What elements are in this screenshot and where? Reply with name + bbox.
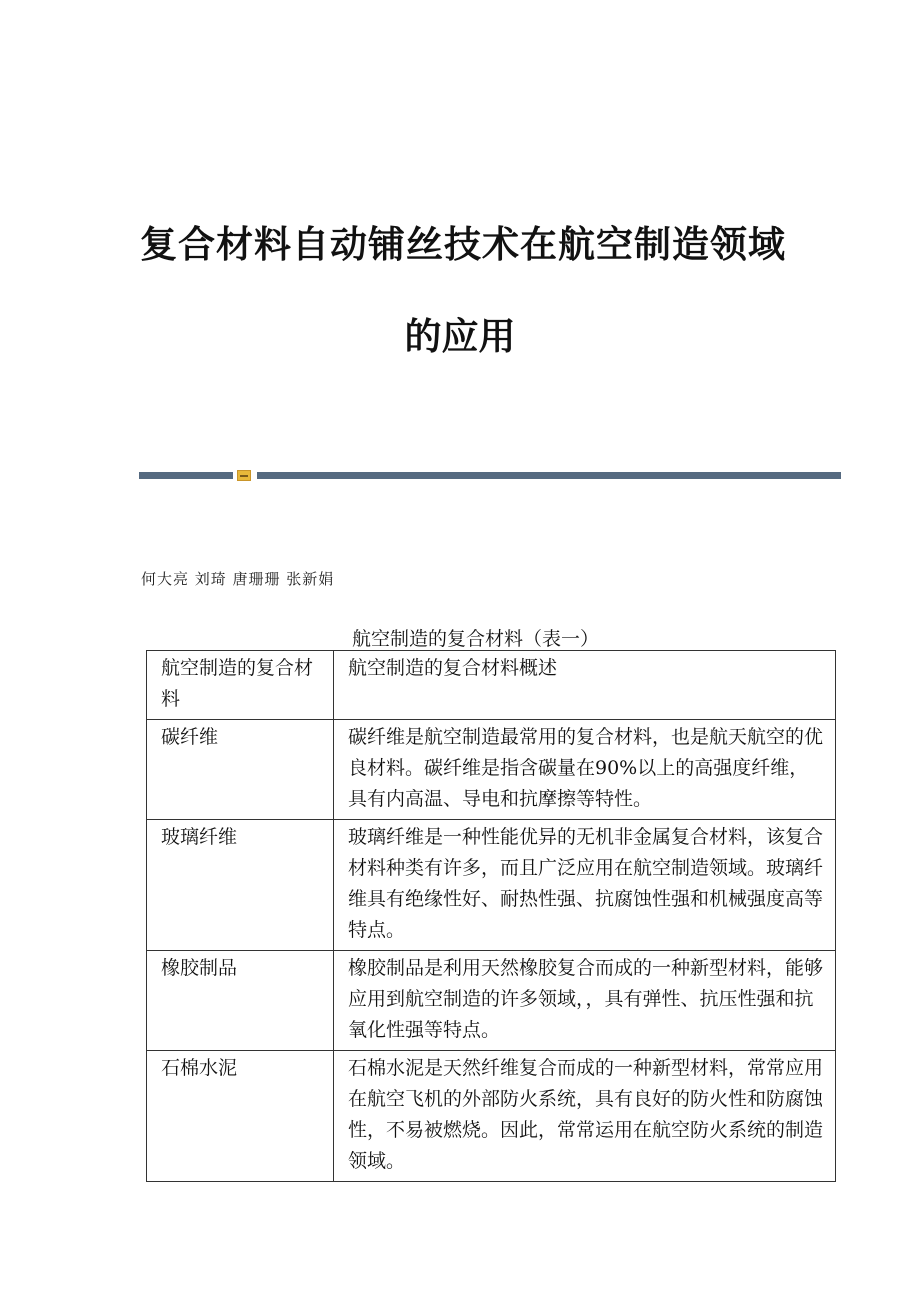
header-cell-material: 航空制造的复合材料 bbox=[147, 651, 334, 720]
authors-line: 何大亮 刘琦 唐珊珊 张新娟 bbox=[141, 570, 335, 588]
material-desc-cell: 石棉水泥是天然纤维复合而成的一种新型材料，常常应用在航空飞机的外部防火系统，具有良好的防火性和防腐蚀性，不易被燃烧。因此，常常运用在航空防火系统的制造领域。 bbox=[334, 1051, 836, 1182]
document-title-line2: 的应用 bbox=[404, 314, 516, 358]
table-caption: 航空制造的复合材料（表一） bbox=[352, 628, 600, 650]
divider-bar-right bbox=[257, 472, 841, 479]
material-desc-cell: 橡胶制品是利用天然橡胶复合而成的一种新型材料，能够应用到航空制造的许多领域，，具有弹性、抗压性强和抗氧化性强等特点。 bbox=[334, 951, 836, 1051]
divider-bar-left bbox=[139, 472, 233, 479]
table-row bbox=[147, 820, 836, 951]
document-title-line1: 复合材料自动铺丝技术在航空制造领域 bbox=[140, 222, 786, 266]
divider-emblem-icon bbox=[237, 470, 251, 481]
material-name-cell: 碳纤维 bbox=[147, 720, 334, 820]
header-cell-overview: 航空制造的复合材料概述 bbox=[334, 651, 836, 720]
material-name-cell: 玻璃纤维 bbox=[147, 820, 334, 951]
material-name-cell: 橡胶制品 bbox=[147, 951, 334, 1051]
table-header-row bbox=[147, 651, 836, 720]
table-row bbox=[147, 1051, 836, 1182]
material-name-cell: 石棉水泥 bbox=[147, 1051, 334, 1182]
table-row bbox=[147, 951, 836, 1051]
table-row bbox=[147, 720, 836, 820]
materials-table bbox=[146, 650, 836, 1182]
title-divider bbox=[139, 470, 841, 482]
material-desc-cell: 碳纤维是航空制造最常用的复合材料，也是航天航空的优良材料。碳纤维是指含碳量在90%以上的高强度纤维，具有内高温、导电和抗摩擦等特性。 bbox=[334, 720, 836, 820]
material-desc-cell: 玻璃纤维是一种性能优异的无机非金属复合材料，该复合材料种类有许多，而且广泛应用在航空制造领域。玻璃纤维具有绝缘性好、耐热性强、抗腐蚀性强和机械强度高等特点。 bbox=[334, 820, 836, 951]
